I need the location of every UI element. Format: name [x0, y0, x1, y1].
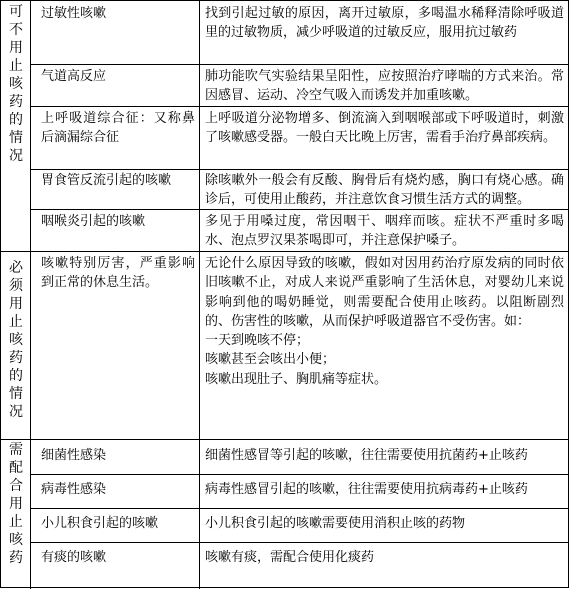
row-divider: [30, 474, 569, 475]
row-divider: [30, 542, 569, 543]
condition-name: 咳嗽特别厉害，严重影响到正常的休息生活。: [41, 256, 195, 290]
condition-name: 病毒性感染: [41, 482, 107, 497]
row-divider: [30, 169, 569, 170]
condition-description: 除咳嗽外一般会有反酸、胸骨后有烧灼感，胸口有烧心感。确诊后，可使用止酸药，并注意饮食习惯生活方式的调整。: [205, 173, 564, 207]
condition-name: 有痰的咳嗽: [41, 550, 107, 565]
col-divider-2: [199, 1, 200, 589]
condition-name: 气道高反应: [41, 69, 107, 84]
condition-name: 过敏性咳嗽: [41, 6, 107, 21]
condition-name: 咽喉炎引起的咳嗽: [41, 214, 146, 229]
row-divider: [30, 64, 569, 65]
condition-description: 多见于用嗓过度，常因咽干、咽痒而咳。症状不严重时多喝水、泡点罗汉果茶喝即可，并注意保护嗓子。: [205, 214, 564, 248]
condition-name: 细菌性感染: [41, 448, 107, 463]
condition-description: 无论什么原因导致的咳嗽，假如对因用药治疗原发病的同时依旧咳嗽不止，对成人来说严重影响了生活休息，对婴幼儿来说影响到他的喝奶睡觉，则需要配合使用止咳药。以阻断剧烈的、伤害性的咳嗽，从而保护呼吸道器官不受伤害。如： 一天到晚咳不停； 咳嗽甚至会咳出小便； 咳嗽出现肚子、胸肌痛等症状。: [205, 256, 564, 387]
category-label: 需 配 合 用 止 咳 药: [9, 442, 23, 566]
condition-description: 小儿积食引起的咳嗽需要使用消积止咳的药物: [205, 516, 466, 531]
col-divider-1: [30, 1, 31, 589]
condition-description: 咳嗽有痰，需配合使用化痰药: [205, 550, 375, 565]
row-divider: [30, 508, 569, 509]
condition-name: 上呼吸道综合征：又称鼻后滴漏综合征: [41, 111, 195, 145]
row-divider: [30, 209, 569, 210]
condition-name: 胃食管反流引起的咳嗽: [41, 173, 172, 188]
condition-description: 细菌性感冒等引起的咳嗽，往往需要使用抗菌药+止咳药: [205, 448, 528, 463]
row-divider: [30, 106, 569, 107]
condition-description: 上呼吸道分泌物增多、倒流滴入到咽喉部或下呼吸道时，刺激了咳嗽感受器。一般白天比晚上厉害，需看手治疗鼻部疾病。: [205, 111, 564, 145]
group-divider-1: [1, 251, 569, 252]
condition-description: 病毒性感冒引起的咳嗽，往往需要使用抗病毒药+止咳药: [205, 482, 528, 497]
group-divider-2: [1, 439, 569, 440]
condition-description: 找到引起过敏的原因，离开过敏原，多喝温水稀释清除呼吸道里的过敏物质，减少呼吸道的过敏反应，服用抗过敏药: [205, 6, 564, 40]
condition-description: 肺功能吹气实验结果呈阳性，应按照治疗哮喘的方式来治。常因感冒、运动、冷空气吸入而诱发并加重咳嗽。: [205, 69, 564, 103]
category-label: 必 须 用 止 咳 药 的 情 况: [9, 260, 23, 420]
category-label: 可 不 用 止 咳 药 的 情 况: [9, 4, 23, 164]
condition-name: 小儿积食引起的咳嗽: [41, 516, 159, 531]
